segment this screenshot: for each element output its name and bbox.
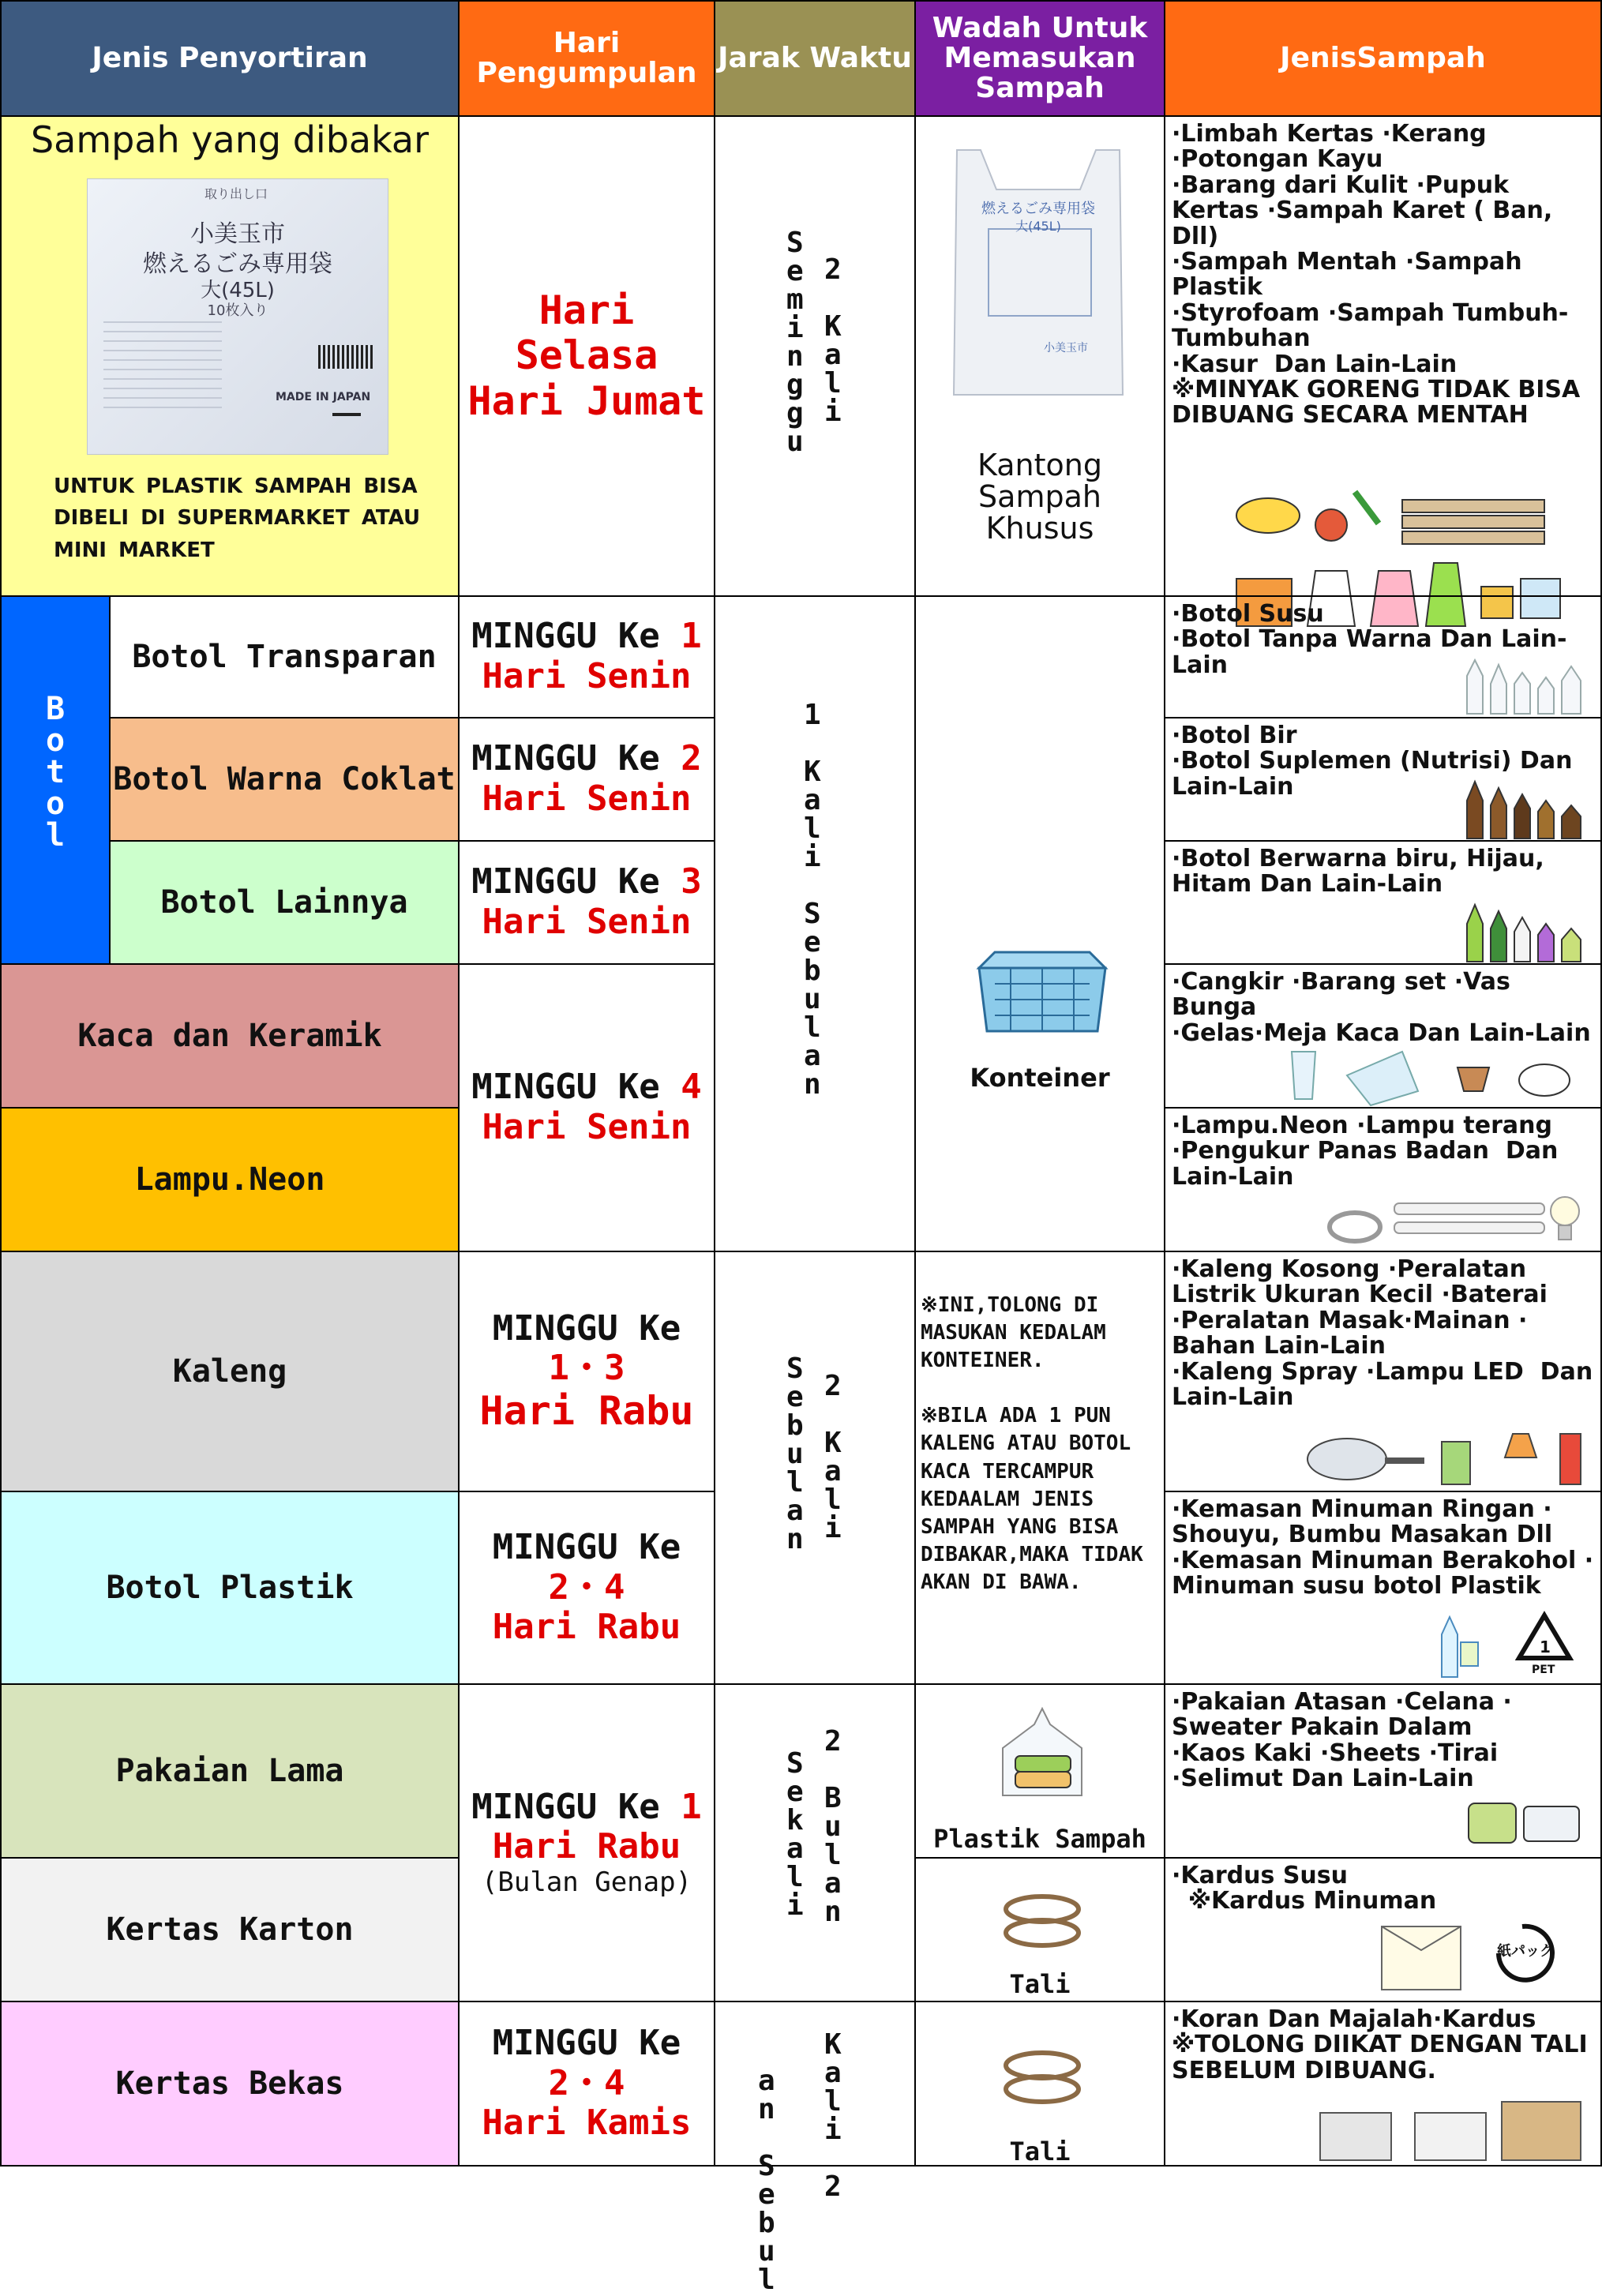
special-bag-text-city: 小美玉市: [1044, 342, 1088, 355]
paper-types: [1164, 2001, 1602, 2167]
bottle-group-label: [46, 693, 65, 851]
vertical-char: l: [786, 1861, 804, 1893]
brown-bottles-icon: [1459, 777, 1593, 840]
pet-recycle-text: PET: [1532, 1664, 1555, 1676]
glass-ceramic-icon: [1284, 1044, 1592, 1107]
header-container: Wadah Untuk Memasukan Sampah: [914, 0, 1165, 117]
clear-bottle-types: [1164, 595, 1602, 718]
vertical-char: [824, 2144, 842, 2173]
type-item: ·Koran Dan Majalah·Kardus: [1172, 2005, 1536, 2033]
vertical-char: g: [786, 369, 804, 401]
clear-bottle-day: [458, 595, 715, 718]
vertical-char: a: [804, 784, 821, 816]
crate-note-cell: [914, 1251, 1165, 1685]
vertical-char: n: [824, 1896, 842, 1928]
clothes-types: [1164, 1683, 1602, 1859]
other-bottle-day: [458, 840, 715, 965]
vertical-char: n: [786, 1523, 804, 1555]
type-item: ·Pakaian Atasan ·Celana · Sweater Pakain Dalam: [1172, 1688, 1521, 1742]
bag-text-type: 燃えるごみ専用袋: [143, 250, 332, 278]
vertical-char: a: [824, 1455, 842, 1488]
string-label: Tali: [1009, 2137, 1071, 2167]
header-collection-day: Hari Pengumpulan: [458, 0, 715, 117]
vertical-char: o: [46, 786, 66, 822]
brown-bottle-day: [458, 717, 715, 842]
vertical-char: e: [758, 2178, 775, 2211]
plastic-bag-clothes-icon: [987, 1701, 1097, 1811]
type-item: ·Kemasan Minuman Berakohol · Minuman susu botol Plastik: [1172, 1546, 1602, 1600]
plastic-bag-label: Plastik Sampah: [933, 1824, 1146, 1854]
types-list: [1172, 970, 1594, 1046]
vertical-char: S: [786, 227, 804, 259]
vertical-char: 2: [824, 1725, 842, 1758]
vertical-char: u: [786, 1438, 804, 1470]
vertical-char: B: [46, 691, 66, 727]
day-thursday: Hari Kamis: [482, 2103, 692, 2144]
vertical-char: k: [786, 1804, 804, 1836]
header-waste-type: JenisSampah: [1164, 0, 1602, 117]
day-monday: Hari Senin: [482, 902, 692, 942]
vertical-char: u: [824, 1810, 842, 1843]
can-items-icon: [1300, 1418, 1592, 1489]
special-bag-illustration: [949, 142, 1127, 403]
vertical-char: a: [824, 339, 842, 371]
vertical-char: i: [824, 2114, 842, 2146]
vertical-char: [804, 730, 821, 758]
type-item: ·Sampah Mentah ·Sampah Plastik: [1172, 247, 1531, 302]
vertical-char: n: [804, 1068, 821, 1101]
burnable-note: UNTUK PLASTIK SAMPAH BISA DIBELI DI SUPERMARKET ATAU MINI MARKET: [54, 475, 421, 562]
string-bundle-icon: [995, 2034, 1090, 2121]
pet-label: Botol Plastik: [0, 1491, 460, 1685]
types-list: [1172, 1113, 1594, 1190]
pet-day: [458, 1491, 715, 1685]
burnable-interval-left: [786, 229, 804, 456]
paper-interval: [714, 2001, 916, 2296]
type-item: ·Kaos Kaki ·Sheets ·Tirai: [1172, 1739, 1499, 1767]
monthly-interval-text: [804, 701, 821, 1099]
vertical-char: K: [824, 1427, 842, 1459]
clear-bottles-icon: [1459, 652, 1593, 715]
barcode-icon: [318, 345, 373, 369]
week-prefix: MINGGU Ke: [492, 1527, 681, 1568]
vertical-char: a: [824, 2057, 842, 2089]
burnable-cell: [0, 115, 460, 597]
bag-text-size: 大(45L): [201, 279, 275, 302]
vertical-char: B: [824, 1782, 842, 1814]
week-number: 1・3: [548, 1348, 625, 1389]
vertical-char: 2: [824, 2170, 842, 2203]
can-label: Kaleng: [0, 1251, 460, 1492]
vertical-char: a: [786, 1495, 804, 1527]
biweekly-interval-right: [824, 1372, 842, 1543]
vertical-char: [824, 1401, 842, 1429]
pet-types: [1164, 1491, 1602, 1685]
vertical-char: [824, 1756, 842, 1784]
types-list: [1172, 2007, 1594, 2084]
bag-text-opening: 取り出し口: [204, 186, 268, 201]
vertical-char: b: [758, 2207, 775, 2239]
vertical-char: e: [786, 1381, 804, 1413]
other-bottle-label: Botol Lainnya: [109, 840, 460, 965]
vertical-char: l: [758, 2264, 775, 2296]
vertical-char: 2: [824, 253, 842, 286]
garbage-bag-photo: [87, 178, 388, 455]
week-prefix: MINGGU Ke: [471, 1067, 660, 1108]
vertical-char: S: [804, 898, 821, 930]
type-item: ·Gelas·Meja Kaca Dan Lain-Lain: [1172, 1019, 1591, 1047]
carton-container: [914, 1857, 1165, 2002]
monthly-interval: [714, 595, 916, 1252]
burnable-interval-right: [824, 253, 842, 428]
types-list: [1172, 1495, 1602, 1600]
pet-bottle-icon: [1426, 1611, 1481, 1682]
burnable-types: [1164, 115, 1602, 597]
twomonth-interval-left: [786, 1747, 804, 1922]
type-item: ·Kaleng Kosong ·Peralatan Listrik Ukuran Kecil ·Baterai: [1172, 1255, 1548, 1309]
biweekly-interval-left: [786, 1352, 804, 1555]
types-list: [1172, 1255, 1601, 1411]
week-number: 3: [681, 861, 702, 902]
vertical-char: a: [804, 1040, 821, 1072]
burnable-day: [458, 115, 715, 597]
bag-text-lines: [103, 321, 222, 408]
week-number: 1: [681, 616, 702, 657]
clothes-container: [914, 1683, 1165, 1859]
carton-types: [1164, 1857, 1602, 2002]
week-number: 4: [681, 1067, 702, 1108]
vertical-char: i: [786, 1889, 804, 1922]
vertical-char: S: [786, 1747, 804, 1780]
week-number: 1: [681, 1786, 702, 1827]
vertical-char: e: [786, 255, 804, 287]
vertical-char: t: [46, 754, 66, 790]
types-list: [1172, 846, 1594, 898]
type-item: ·Potongan Kayu: [1172, 145, 1383, 174]
day-monday: Hari Senin: [482, 1107, 692, 1147]
bag-line-mark: [332, 413, 361, 416]
burnable-interval: [714, 115, 916, 597]
week-prefix: MINGGU Ke: [471, 738, 660, 779]
vertical-char: b: [804, 955, 821, 987]
bottle-group-cell: [0, 595, 111, 965]
type-item: ·Barang dari Kulit ·Pupuk Kertas ·Sampah Karet ( Ban, Dll): [1172, 171, 1561, 250]
vertical-char: l: [804, 812, 821, 845]
carton-box-icon: [1374, 1919, 1469, 1994]
type-item: ※MINYAK GORENG TIDAK BISA DIBUANG SECARA MENTAH: [1172, 375, 1589, 430]
clothes-label: Pakaian Lama: [0, 1683, 460, 1859]
vertical-char: o: [46, 722, 66, 759]
header-sorting: Jenis Penyortiran: [0, 0, 460, 117]
header-interval: Jarak Waktu: [714, 0, 916, 117]
week-prefix: MINGGU Ke: [492, 2023, 681, 2064]
day-wednesday: Hari Rabu: [492, 1607, 681, 1648]
vertical-char: u: [804, 983, 821, 1015]
types-list: [1172, 1690, 1594, 1792]
week-number: 2・4: [548, 2062, 625, 2103]
other-bottle-types: [1164, 840, 1602, 965]
carton-recycle-text: 紙パック: [1497, 1943, 1554, 1960]
special-bag-text-type: 燃えるごみ専用袋: [981, 201, 1095, 217]
vertical-char: a: [824, 1867, 842, 1900]
type-item: ·Botol Berwarna biru, Hijau, Hitam Dan Lain-Lain: [1172, 845, 1553, 899]
vertical-char: g: [786, 397, 804, 430]
type-item: ·Botol Susu: [1172, 600, 1324, 628]
clothes-carton-day: [458, 1683, 715, 2002]
vertical-char: i: [786, 312, 804, 344]
biweekly-interval: [714, 1251, 916, 1685]
type-item: ·Cangkir ·Barang set ·Vas Bunga: [1172, 968, 1519, 1022]
burnable-container: [914, 115, 1165, 597]
vertical-char: K: [824, 2028, 842, 2061]
bag-text-count: 10枚入り: [207, 302, 268, 319]
even-month-note: (Bulan Genap): [481, 1866, 692, 1899]
special-bag-icon: [949, 142, 1127, 403]
vertical-char: e: [804, 926, 821, 959]
type-item: ※TOLONG DIIKAT DENGAN TALI SEBELUM DIBUANG.: [1172, 2031, 1596, 2084]
type-item: ·Pengukur Panas Badan Dan Lain-Lain: [1172, 1137, 1566, 1191]
type-item: ·Kardus Susu: [1172, 1862, 1348, 1889]
types-list: [1172, 122, 1594, 429]
vertical-char: K: [804, 756, 821, 788]
week-prefix: MINGGU Ke: [471, 861, 660, 902]
type-item: ·Kaleng Spray ·Lampu LED Dan Lain-Lain: [1172, 1357, 1601, 1411]
brown-bottle-types: [1164, 717, 1602, 842]
vertical-char: [758, 2124, 775, 2152]
vertical-char: l: [824, 2085, 842, 2118]
bag-text-made-in: MADE IN JAPAN: [276, 391, 371, 403]
glass-neon-day: [458, 963, 715, 1252]
clothes-bundle-icon: [1461, 1795, 1595, 1851]
vertical-char: [804, 872, 821, 900]
type-item: ·Kemasan Minuman Ringan · Shouyu, Bumbu Masakan Dll: [1172, 1495, 1561, 1549]
vertical-char: l: [46, 817, 66, 853]
special-bag-text-size: 大(45L): [1015, 219, 1061, 234]
type-item: ·Styrofoam ·Sampah Tumbuh-Tumbuhan: [1172, 298, 1569, 353]
burnable-items-illustration: [1221, 433, 1568, 591]
vertical-char: [824, 284, 842, 313]
paper-day: [458, 2001, 715, 2167]
week-prefix: MINGGU Ke: [471, 616, 660, 657]
vertical-char: 1: [804, 699, 821, 731]
vertical-char: l: [804, 1011, 821, 1044]
crate-container: [914, 595, 1165, 1252]
colored-bottles-icon: [1459, 900, 1593, 963]
day-wednesday: Hari Rabu: [492, 1826, 681, 1867]
twomonth-interval-right: [824, 1725, 842, 1928]
vertical-char: 2: [824, 1370, 842, 1402]
type-item: ·Limbah Kertas ·Kerang: [1172, 120, 1487, 148]
day-monday: Hari Senin: [482, 656, 692, 696]
week-prefix: MINGGU Ke: [471, 1786, 660, 1827]
type-item: ·Selimut Dan Lain-Lain: [1172, 1765, 1474, 1793]
glass-ceramic-types: [1164, 963, 1602, 1109]
paper-interval-kali: [824, 2028, 842, 2203]
neon-lamp-icon: [1323, 1187, 1584, 1251]
clear-bottle-label: Botol Transparan: [109, 595, 460, 718]
vertical-char: l: [824, 367, 842, 400]
special-bag-label: Kantong Sampah Khusus: [977, 448, 1102, 546]
pet-recycle-number: 1: [1540, 1638, 1551, 1656]
vertical-char: l: [824, 1839, 842, 1871]
vertical-char: n: [758, 2093, 775, 2125]
crate-note: ※INI,TOLONG DI MASUKAN KEDALAM KONTEINER. ※BILA ADA 1 PUN KALENG ATAU BOTOL KACA TERCAMPUR KEDAALAM JENIS SAMPAH YANG BISA DIBAKAR,MAKA TIDAK AKAN DI BAWA.: [921, 1293, 1143, 1594]
paper-label: Kertas Bekas: [0, 2001, 460, 2167]
types-list: [1172, 1863, 1594, 1915]
vertical-char: b: [786, 1409, 804, 1442]
type-item: ·Kasur Dan Lain-Lain: [1172, 350, 1458, 378]
twomonth-interval: [714, 1683, 916, 2002]
glass-ceramic-label: Kaca dan Keramik: [0, 963, 460, 1109]
carton-label: Kertas Karton: [0, 1857, 460, 2002]
vertical-char: m: [786, 283, 804, 316]
vertical-char: i: [804, 841, 821, 873]
vertical-char: i: [824, 1512, 842, 1544]
vertical-char: l: [786, 1466, 804, 1499]
vertical-char: K: [824, 310, 842, 343]
vertical-char: u: [758, 2235, 775, 2268]
type-item: ·Botol Suplemen (Nutrisi) Dan Lain-Lain: [1172, 747, 1581, 801]
type-item: ·Lampu.Neon ·Lampu terang: [1172, 1112, 1552, 1139]
burnable-day-tuesday: Hari Selasa: [515, 287, 658, 379]
brown-bottle-label: Botol Warna Coklat: [109, 717, 460, 842]
day-wednesday: Hari Rabu: [479, 1387, 694, 1434]
string-bundle-icon: [995, 1878, 1090, 1964]
crate-icon: [971, 944, 1113, 1039]
burnable-day-friday: Hari Jumat: [467, 377, 706, 424]
crate-label: Konteiner: [970, 1063, 1110, 1093]
can-day: [458, 1251, 715, 1492]
vertical-char: e: [786, 1776, 804, 1808]
type-item: ※Kardus Minuman: [1172, 1887, 1437, 1915]
can-types: [1164, 1251, 1602, 1492]
paper-container: [914, 2001, 1165, 2167]
vertical-char: u: [786, 426, 804, 458]
type-item: ·Botol Tanpa Warna Dan Lain-Lain: [1172, 625, 1567, 679]
vertical-char: S: [786, 1352, 804, 1385]
vertical-char: l: [824, 1484, 842, 1516]
vertical-char: a: [758, 2065, 775, 2097]
vertical-char: S: [758, 2150, 775, 2182]
paper-bundles-icon: [1312, 2089, 1589, 2165]
vertical-char: n: [786, 340, 804, 373]
burnable-title: Sampah yang dibakar: [30, 118, 430, 161]
type-item: ·Peralatan Masak·Mainan · Bahan Lain-Lain: [1172, 1306, 1536, 1360]
paper-interval-an: [758, 2067, 775, 2294]
day-monday: Hari Senin: [482, 778, 692, 819]
neon-label: Lampu.Neon: [0, 1107, 460, 1252]
week-number: 2: [681, 738, 702, 779]
week-number: 2・4: [548, 1566, 625, 1608]
neon-types: [1164, 1107, 1602, 1252]
vertical-char: a: [786, 1833, 804, 1865]
type-item: ·Botol Bir: [1172, 722, 1297, 749]
string-label: Tali: [1009, 1969, 1071, 1999]
week-prefix: MINGGU Ke: [492, 1307, 681, 1349]
bag-text-city: 小美玉市: [190, 220, 285, 248]
vertical-char: i: [824, 396, 842, 428]
